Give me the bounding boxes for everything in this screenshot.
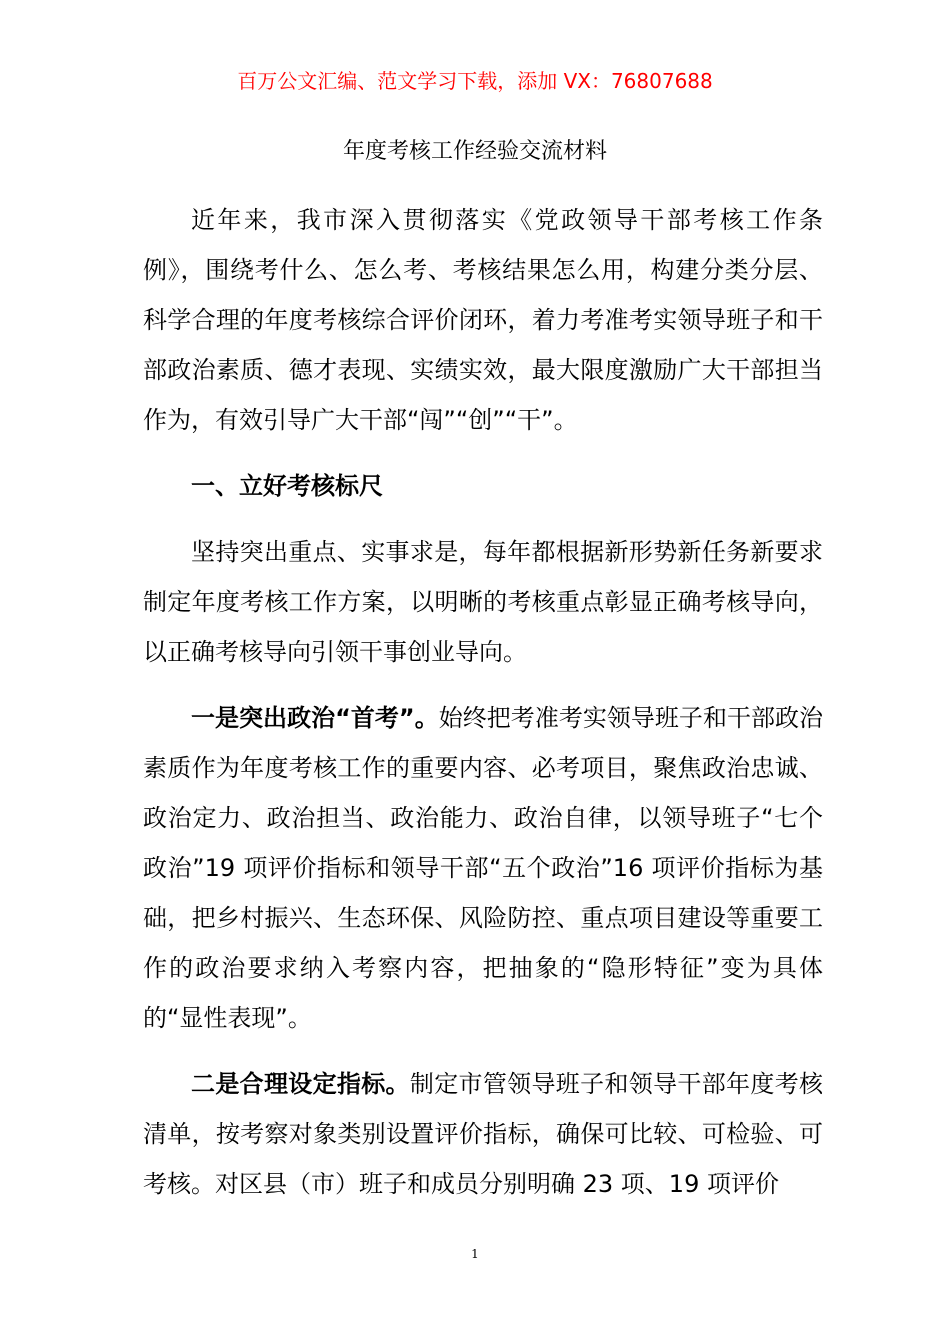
- watermark-banner: 百万公文汇编、范文学习下载，添加 VX：76807688: [237, 69, 713, 93]
- point-one-lead: 一是突出政治“首考”。: [191, 704, 439, 732]
- intro-paragraph: 近年来，我市深入贯彻落实《党政领导干部考核工作条例》，围绕考什么、怎么考、考核结果怎么用，构建分类分层、科学合理的年度考核综合评价闭环，着力考准考实领导班子和干部政治素质、德才表现、实绩实效，最大限度激励广大干部担当作为，有效引导广大干部“闯”“创”“干”。: [143, 206, 823, 434]
- point-two-paragraph: [143, 1059, 823, 1209]
- page-title: 年度考核工作经验交流材料: [342, 139, 607, 164]
- point-one-paragraph: [143, 693, 823, 1043]
- section-paragraph: 坚持突出重点、实事求是，每年都根据新形势新任务新要求制定年度考核工作方案，以明晰的考核重点彰显正确考核导向，以正确考核导向引领干事创业导向。: [143, 538, 823, 666]
- document-body: [143, 195, 823, 1225]
- section-heading: 一、立好考核标尺: [191, 472, 383, 500]
- point-two-body: 制定市管领导班子和领导干部年度考核清单，按考察对象类别设置评价指标，确保可比较、可检验、可考核。对区县（市）班子和成员分别明确 23 项、19 项评价: [143, 1070, 824, 1198]
- page-number: 1: [471, 1247, 479, 1261]
- point-one-body: 始终把考准考实领导班子和干部政治素质作为年度考核工作的重要内容、必考项目，聚焦政治忠诚、政治定力、政治担当、政治能力、政治自律，以领导班子“七个政治”19 项评价指标和领导干部“五个政治”16 项评价指标为基础，把乡村振兴、生态环保、风险防控、重点项目建设等重要工作的政治要求纳入考察内容，把抽象的“隐形特征”变为具体的“显性表现”。: [143, 704, 824, 1032]
- point-two-lead: 二是合理设定指标。: [191, 1070, 410, 1098]
